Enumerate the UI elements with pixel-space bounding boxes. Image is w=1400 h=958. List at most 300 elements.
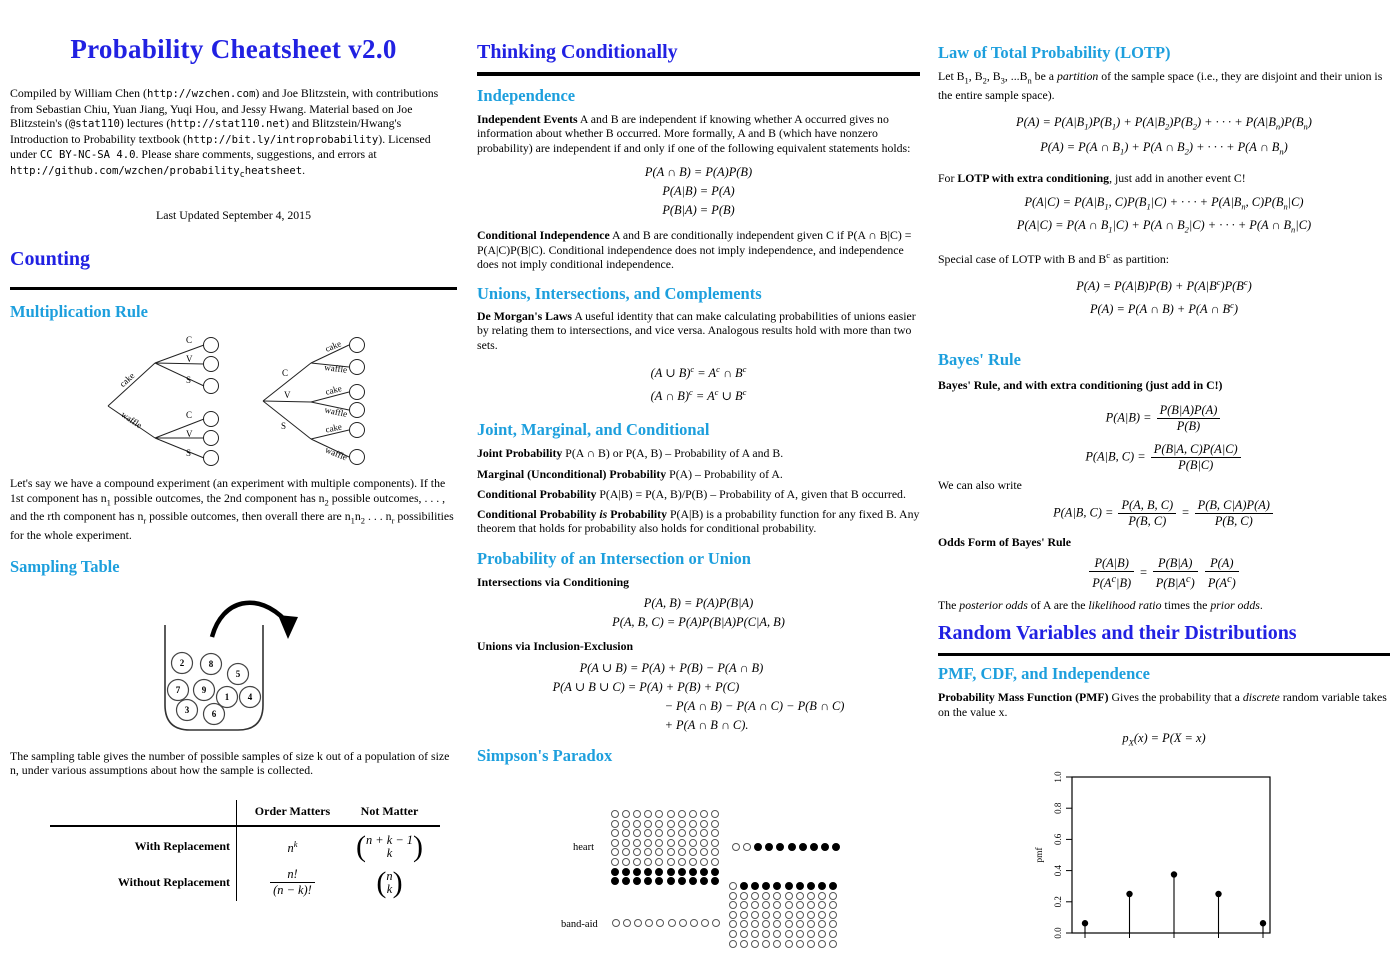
dot-row xyxy=(609,829,721,839)
equation xyxy=(938,137,1390,161)
open-dot xyxy=(678,829,686,837)
text-segment: CC BY-NC-SA 4.0 xyxy=(39,149,136,161)
y-tick-label: 1.0 xyxy=(1053,771,1063,783)
open-dot xyxy=(740,892,748,900)
formula-text: P(A, B, C) = P(A)P(B|A)P(C|A, B) xyxy=(612,615,785,630)
open-dot xyxy=(818,892,826,900)
bayes-equation-1 xyxy=(938,401,1390,436)
fraction: $\frac{P(A|B)}{P(A^c|B)}$ xyxy=(1089,556,1134,591)
lotp-partition-paragraph xyxy=(938,69,1390,102)
filled-dot xyxy=(633,877,641,885)
text-segment: We can also write xyxy=(938,477,1022,492)
text-segment: . xyxy=(302,162,306,177)
filled-dot xyxy=(821,843,829,851)
open-dot xyxy=(785,930,793,938)
dot-row xyxy=(609,858,721,868)
filled-dot xyxy=(796,882,804,890)
open-dot xyxy=(634,919,642,927)
dot-row xyxy=(609,820,721,830)
sampling-table-body xyxy=(10,749,457,778)
open-dot xyxy=(785,892,793,900)
filled-dot xyxy=(655,877,663,885)
pmf-definition-paragraph xyxy=(938,690,1390,719)
dot-row xyxy=(727,920,839,930)
text-segment: ) and Joe Blitzstein, with contributions from Sebastian Chiu, Yuan Jiang, Yuqi Hou, and Jessy Hwang. Material based on Joe Blitzstein's ( xyxy=(10,86,439,130)
open-dot xyxy=(785,911,793,919)
pmf-point xyxy=(1126,891,1132,897)
open-dot xyxy=(644,810,652,818)
conditional-independence-paragraph xyxy=(477,228,920,272)
formula-text: P(A ∪ B) = P(A) + P(B) − P(A ∩ B) xyxy=(579,660,764,675)
fraction: $\frac{P(A)}{P(A^c)}$ xyxy=(1205,556,1239,591)
open-dot xyxy=(655,839,663,847)
joint-probability-paragraph xyxy=(477,446,920,461)
tree-edge-label: V xyxy=(284,390,291,401)
formula-text: = xyxy=(1178,505,1193,520)
filled-dot xyxy=(700,877,708,885)
open-dot xyxy=(829,901,837,909)
tree-edge-label: waffle xyxy=(119,409,144,431)
text-segment: prior odds xyxy=(1210,598,1260,613)
pmf-point xyxy=(1171,871,1177,877)
formula-text: = xyxy=(1136,565,1151,580)
open-dot xyxy=(622,858,630,866)
pmf-equation xyxy=(938,729,1390,752)
lotp-special-equations xyxy=(938,273,1390,319)
text-segment: likelihood ratio xyxy=(1088,598,1162,613)
text-segment: The xyxy=(938,598,960,613)
open-dot xyxy=(633,858,641,866)
equation xyxy=(477,383,920,406)
formula-text: P(A) = P(A ∩ $B_1) + P(A$ ∩ $B_2$) + · · · + P(A ∩ $B_n$) xyxy=(1040,139,1288,157)
pmf-chart xyxy=(1030,753,1290,958)
text-segment: The sampling table gives the number of possible samples of size k out of a population of size n, under various assumptions about how the sample is collected. xyxy=(10,748,450,778)
fraction: $\frac{P(A, B, C)}{P(B, C)}$ xyxy=(1118,498,1176,529)
filled-dot xyxy=(711,868,719,876)
jar-ball-number: 7 xyxy=(175,684,181,695)
tree-diagram xyxy=(98,332,373,472)
open-dot xyxy=(751,930,759,938)
subsection-probability-intersection-union: Probability of an Intersection or Union xyxy=(477,548,751,568)
filled-dot xyxy=(740,882,748,890)
open-dot xyxy=(633,829,641,837)
equation xyxy=(477,594,920,613)
open-dot xyxy=(667,839,675,847)
text-segment: Probability Mass Function (PMF) xyxy=(938,690,1109,705)
dot-row xyxy=(727,940,839,950)
y-tick-label: 0.2 xyxy=(1053,896,1063,908)
heart-right-dot-row xyxy=(730,843,842,853)
formula-text xyxy=(1200,565,1203,579)
page-title: Probability Cheatsheet v2.0 xyxy=(70,34,397,64)
tree-edge-label: cake xyxy=(324,383,343,397)
open-dot xyxy=(785,901,793,909)
text-segment: Let's say we have a compound experiment (an experiment with multiple components). If the 1st component has $n_1$ possible outcomes, the 2nd component has $n_2$ possible outcomes, . . . , and the rth component has $n_r$ possible outcomes, then overall there are $n_1n_2$ . . . $n_r$ possibilities for the whole experiment. xyxy=(10,476,454,543)
open-dot xyxy=(655,810,663,818)
formula-text: − P(A ∩ B) − P(A ∩ C) − P(B ∩ C) xyxy=(664,698,845,713)
filled-dot xyxy=(633,868,641,876)
sampling-table xyxy=(50,800,440,901)
text-segment: Bayes' Rule, and with extra conditioning (just add in C!) xyxy=(938,378,1223,393)
open-dot xyxy=(751,901,759,909)
marginal-probability-paragraph xyxy=(477,467,920,482)
dot-row xyxy=(609,839,721,849)
open-dot xyxy=(644,829,652,837)
open-dot xyxy=(678,820,686,828)
table-header-rule xyxy=(50,825,440,827)
bayes-equation-3 xyxy=(938,496,1390,531)
open-dot xyxy=(678,839,686,847)
filled-dot xyxy=(773,882,781,890)
open-dot xyxy=(678,810,686,818)
open-dot xyxy=(740,920,748,928)
table-cell xyxy=(244,835,341,858)
table-cell xyxy=(341,830,438,864)
open-dot xyxy=(711,848,719,856)
text-segment: . Please share comments, suggestions, and errors at xyxy=(135,147,377,161)
text-segment: http://github.com/wzchen/probability$_c$heatsheet xyxy=(10,164,303,180)
filled-dot xyxy=(818,882,826,890)
band-aid-label: band-aid xyxy=(561,919,598,930)
open-dot xyxy=(796,911,804,919)
open-dot xyxy=(807,911,815,919)
table-vertical-rule xyxy=(236,800,237,901)
filled-dot xyxy=(678,877,686,885)
tree-edge-label: cake xyxy=(323,338,343,354)
filled-dot xyxy=(667,877,675,885)
section-rule xyxy=(477,72,920,76)
filled-dot xyxy=(765,843,773,851)
open-dot xyxy=(818,920,826,928)
text-segment: ) and Blitzstein/Hwang's Introduction to Probability textbook ( xyxy=(10,116,402,146)
subsection-sampling-table: Sampling Table xyxy=(10,556,120,576)
formula-text: P(A|B, C) = xyxy=(1085,449,1149,464)
open-dot xyxy=(655,848,663,856)
formula-text: (A ∩ $B)^c = A^c$ ∪ $B^c$ xyxy=(650,387,747,404)
open-dot xyxy=(762,901,770,909)
open-dot xyxy=(668,919,676,927)
table-header-row xyxy=(50,800,440,824)
y-tick-label: 0.4 xyxy=(1053,864,1063,877)
section-rule xyxy=(938,653,1390,657)
tree-edge-label: waffle xyxy=(323,444,349,463)
text-segment: Probability xyxy=(607,506,668,521)
open-dot xyxy=(644,820,652,828)
intro-paragraph xyxy=(10,86,457,182)
text-segment: LOTP with extra conditioning xyxy=(957,171,1110,186)
text-segment: Special case of LOTP with B and $B^c$ as partition: xyxy=(938,249,1170,266)
open-dot xyxy=(807,920,815,928)
we-can-also-write-line xyxy=(938,478,1390,493)
dot-row xyxy=(727,901,839,911)
open-dot xyxy=(655,829,663,837)
filled-dot xyxy=(622,868,630,876)
dot-row xyxy=(610,919,722,929)
open-dot xyxy=(633,839,641,847)
multiplication-rule-body xyxy=(10,476,457,543)
open-dot xyxy=(711,858,719,866)
equation xyxy=(477,182,920,201)
text-segment: Gives the probability that a xyxy=(1108,690,1243,705)
open-dot xyxy=(729,882,737,890)
dot-row xyxy=(727,930,839,940)
table-cell xyxy=(244,865,341,900)
formula-text: P(A ∩ B) = P(A)P(B) xyxy=(644,165,753,179)
tree-edge-label: V xyxy=(186,354,193,365)
subsection-independence: Independence xyxy=(477,85,576,105)
text-segment: Let $B_1$, $B_2$, $B_3$, $...B_n$ be a xyxy=(938,69,1057,86)
open-dot xyxy=(796,930,804,938)
open-dot xyxy=(644,848,652,856)
jar-ball-number: 8 xyxy=(208,658,214,669)
equation xyxy=(938,273,1390,296)
open-dot xyxy=(711,829,719,837)
fraction: $\frac{P(B|A)}{P(B|A^c)}$ xyxy=(1153,556,1198,591)
open-dot xyxy=(667,810,675,818)
text-segment: http://bit.ly/introprobability xyxy=(186,133,379,146)
open-dot xyxy=(667,820,675,828)
lotp-conditioning-equations xyxy=(938,193,1390,240)
equation xyxy=(553,659,845,678)
equation xyxy=(477,163,920,182)
open-dot xyxy=(612,919,620,927)
posterior-odds-line xyxy=(938,598,1390,613)
open-dot xyxy=(633,820,641,828)
table-col-header: Not Matter xyxy=(360,804,419,819)
filled-dot xyxy=(700,868,708,876)
text-segment: For xyxy=(938,171,958,186)
y-tick-label: 0.8 xyxy=(1053,802,1063,814)
open-dot xyxy=(711,839,719,847)
bayes-extra-conditioning-line xyxy=(938,378,1390,393)
open-dot xyxy=(700,829,708,837)
open-dot xyxy=(829,892,837,900)
open-dot xyxy=(751,920,759,928)
y-tick-label: 0.0 xyxy=(1053,927,1063,939)
open-dot xyxy=(796,901,804,909)
formula-text: P(B|A) = P(B) xyxy=(662,203,735,217)
open-dot xyxy=(667,858,675,866)
open-dot xyxy=(655,858,663,866)
formula-text: $n^k$ xyxy=(287,839,298,856)
subsection-lotp: Law of Total Probability (LOTP) xyxy=(938,43,1171,62)
open-dot xyxy=(622,820,630,828)
formula-text: P(A|B) = P(A) xyxy=(662,184,735,198)
text-segment: ). Licensed under xyxy=(10,131,431,161)
open-dot xyxy=(655,820,663,828)
lotp-equations xyxy=(938,112,1390,161)
jar-ball-number: 5 xyxy=(235,668,241,679)
text-segment: A useful identity that can make calculating probabilities of unions easier by relating them to intersections, and vice versa. Analogous results hold with more than two sets. xyxy=(477,308,916,352)
open-dot xyxy=(700,820,708,828)
filled-dot xyxy=(785,882,793,890)
band-aid-left-dot-row xyxy=(610,919,722,929)
open-dot xyxy=(773,901,781,909)
tree-edge-label: waffle xyxy=(323,404,349,420)
open-dot xyxy=(729,920,737,928)
odds-form-equation xyxy=(938,554,1390,593)
text-segment: discrete xyxy=(1242,690,1280,705)
open-dot xyxy=(818,901,826,909)
open-dot xyxy=(611,839,619,847)
open-dot xyxy=(689,839,697,847)
text-segment: of the sample space (i.e., they are disjoint and their union is the entire sample space). xyxy=(938,69,1383,102)
open-dot xyxy=(633,810,641,818)
open-dot xyxy=(689,858,697,866)
open-dot xyxy=(818,930,826,938)
jar-ball-number: 4 xyxy=(247,691,253,702)
column-1 xyxy=(10,0,457,941)
band-aid-right-dot-grid xyxy=(727,882,839,949)
text-segment: http://stat110.net xyxy=(170,118,286,130)
open-dot xyxy=(611,858,619,866)
open-dot xyxy=(740,930,748,938)
subsection-bayes-rule: Bayes' Rule xyxy=(938,350,1021,370)
open-dot xyxy=(796,920,804,928)
text-segment: . xyxy=(1259,598,1263,613)
open-dot xyxy=(740,901,748,909)
open-dot xyxy=(678,848,686,856)
open-dot xyxy=(644,858,652,866)
binomial-coefficient: ( n + k − 1 k ) xyxy=(355,830,423,864)
intersections-via-conditioning-label: Intersections via Conditioning xyxy=(477,574,630,589)
open-dot xyxy=(729,901,737,909)
tree-edge-label: S xyxy=(186,448,192,459)
jar-diagram xyxy=(150,587,330,745)
table-row-label: With Replacement xyxy=(134,839,230,854)
formula-text: $P(A) = P(A|B_1)P(B_1) + P(A|B_2)P(B_2)$ + · · · + $P(A|B_n)P(B_n)$ xyxy=(1016,115,1312,132)
equation xyxy=(477,201,920,220)
open-dot xyxy=(762,920,770,928)
formula-text: (A ∪ $B)^c = A^c$ ∩ $B^c$ xyxy=(650,364,747,381)
open-dot xyxy=(762,911,770,919)
text-segment: Joint Probability xyxy=(477,446,563,461)
open-dot xyxy=(732,843,740,851)
formula-text: $P(A) = P(A|B)P(B) + P(A|B^c)P(B^c)$ xyxy=(1076,277,1252,294)
fraction: $\frac{P(B|A, C)P(A|C)}{P(B|C)}$ xyxy=(1151,442,1241,473)
section-rule xyxy=(10,287,457,291)
dot-row xyxy=(609,848,721,858)
equation xyxy=(553,697,845,716)
open-dot xyxy=(829,930,837,938)
text-segment: of A are the xyxy=(1027,598,1089,613)
formula-text: P(A) = P(A ∩ B) + P(A ∩ $B^c$) xyxy=(1089,300,1239,317)
equation xyxy=(553,678,845,697)
conditional-probability-paragraph xyxy=(477,487,920,502)
dot-row xyxy=(609,877,721,887)
open-dot xyxy=(712,919,720,927)
de-morgan-equations xyxy=(477,360,920,406)
table-col-header: Order Matters xyxy=(254,804,331,819)
tree-edge-label: S xyxy=(281,421,287,432)
filled-dot xyxy=(829,882,837,890)
section-heading-random-variables: Random Variables and their Distributions xyxy=(938,621,1297,644)
filled-dot xyxy=(807,882,815,890)
table-row xyxy=(50,829,440,865)
text-segment: , just add in another event C! xyxy=(1109,171,1246,186)
tree-edge-label: C xyxy=(186,410,193,421)
dot-row xyxy=(609,868,721,878)
open-dot xyxy=(644,839,652,847)
conditional-is-probability-paragraph xyxy=(477,507,920,536)
filled-dot xyxy=(762,882,770,890)
bayes-equation-2 xyxy=(938,440,1390,475)
open-dot xyxy=(645,919,653,927)
text-segment: posterior odds xyxy=(959,598,1028,613)
open-dot xyxy=(700,848,708,856)
text-segment: P(A) – Probability of A. xyxy=(666,466,783,481)
text-segment: is xyxy=(599,506,608,521)
text-segment: Conditional Probability xyxy=(477,506,600,521)
lotp-extra-conditioning-line xyxy=(938,171,1390,186)
formula-text: P(A|B) = xyxy=(1105,410,1155,425)
equation xyxy=(938,112,1390,136)
open-dot xyxy=(807,901,815,909)
text-segment: ) lectures ( xyxy=(119,116,171,130)
pmf-point xyxy=(1215,891,1221,897)
filled-dot xyxy=(655,868,663,876)
text-segment: A and B are independent if knowing whether A occurred gives no information about whether B occurred. More formally, A and B (which have nonzero probability) are independent if and only if one of the following equivalent statements holds: xyxy=(477,111,911,155)
open-dot xyxy=(678,858,686,866)
open-dot xyxy=(700,839,708,847)
intersection-equations xyxy=(477,594,920,632)
open-dot xyxy=(633,848,641,856)
jar-ball-number: 3 xyxy=(184,704,190,715)
column-3 xyxy=(938,0,1390,941)
dot-row xyxy=(727,882,839,892)
fraction: $\frac{P(B, C|A)P(A)}{P(B, C)}$ xyxy=(1195,498,1273,529)
filled-dot xyxy=(799,843,807,851)
open-dot xyxy=(773,930,781,938)
equation xyxy=(477,360,920,383)
text-segment: random variable takes on the value x. xyxy=(938,690,1387,719)
jar-ball-number: 6 xyxy=(211,708,217,719)
open-dot xyxy=(785,920,793,928)
filled-dot xyxy=(689,868,697,876)
open-dot xyxy=(611,810,619,818)
pmf-point xyxy=(1260,920,1266,926)
text-segment: Independent Events xyxy=(477,111,578,126)
independence-equations xyxy=(477,163,920,220)
subsection-pmf-cdf-independence: PMF, CDF, and Independence xyxy=(938,664,1150,684)
jar-ball-number: 2 xyxy=(179,657,185,668)
text-segment: A and B are conditionally independent given C if P(A ∩ B|C) = P(A|C)P(B|C). Conditional independence does not imply independence, and independence does not imply conditional independence. xyxy=(477,228,912,271)
tree-edge-label: V xyxy=(186,429,193,440)
text-segment: Odds Form of Bayes' Rule xyxy=(938,535,1072,550)
dot-row xyxy=(730,843,842,853)
text-segment: Marginal (Unconditional) Probability xyxy=(477,466,667,481)
open-dot xyxy=(751,892,759,900)
open-dot xyxy=(656,919,664,927)
filled-dot xyxy=(644,877,652,885)
open-dot xyxy=(818,911,826,919)
open-dot xyxy=(807,930,815,938)
open-dot xyxy=(711,810,719,818)
open-dot xyxy=(796,892,804,900)
filled-dot xyxy=(776,843,784,851)
open-dot xyxy=(689,820,697,828)
filled-dot xyxy=(810,843,818,851)
jar-ball-number: 1 xyxy=(224,691,230,702)
pmf-chart-svg xyxy=(1030,753,1290,953)
jar-ball-number: 9 xyxy=(201,684,207,695)
open-dot xyxy=(773,920,781,928)
filled-dot xyxy=(644,868,652,876)
fraction: $\frac{P(B|A)P(A)}{P(B)}$ xyxy=(1157,403,1221,434)
tree-edge-label: C xyxy=(282,368,289,379)
open-dot xyxy=(611,829,619,837)
text-segment: @stat110 xyxy=(68,118,120,130)
